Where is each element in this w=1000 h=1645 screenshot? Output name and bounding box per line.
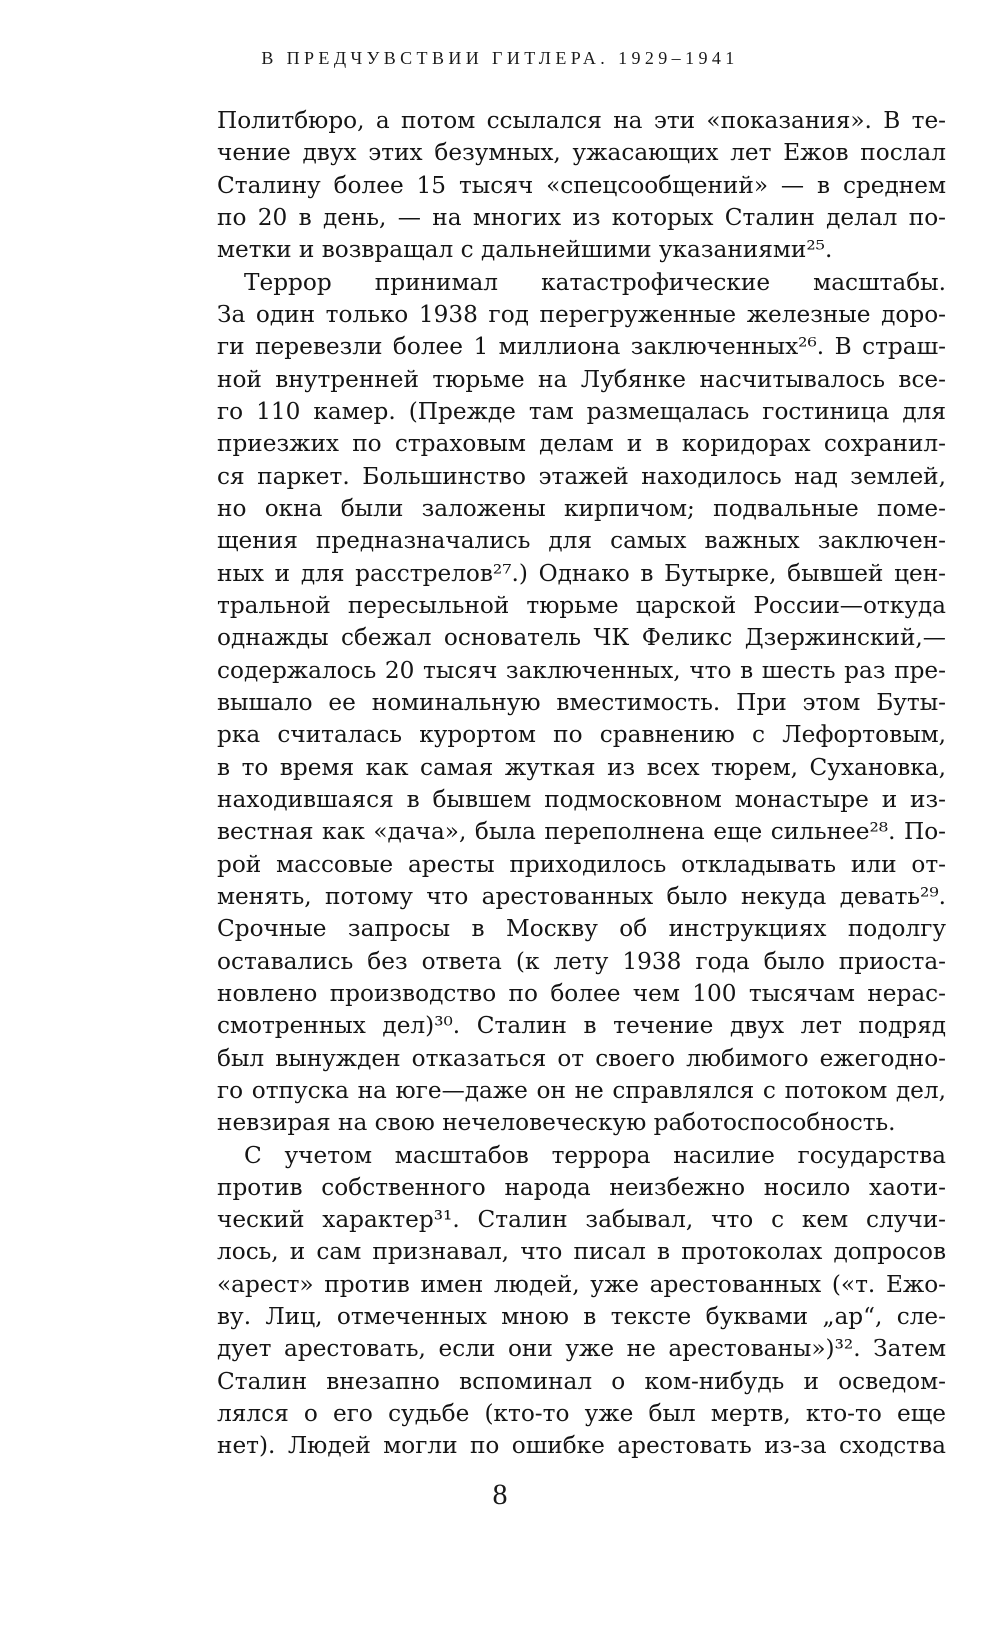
text-line: смотренных дел)³⁰. Сталин в течение двух лет подряд bbox=[217, 1012, 946, 1040]
text-line: рой массовые аресты приходилось откладывать или от- bbox=[217, 850, 946, 878]
text-line: «арест» против имен людей, уже арестованных («т. Ежо- bbox=[217, 1270, 946, 1298]
running-head: В ПРЕДЧУВСТВИИ ГИТЛЕРА. 1929–1941 bbox=[261, 48, 739, 68]
text-line: рка считалась курортом по сравнению с Лефортовым, bbox=[217, 721, 946, 749]
page-number: 8 bbox=[492, 1478, 508, 1511]
text-line: За один только 1938 год перегруженные железные доро- bbox=[217, 300, 946, 328]
text-line: дует арестовать, если они уже не арестованы»)³². Затем bbox=[217, 1335, 946, 1363]
text-line: но окна были заложены кирпичом; подвальные поме- bbox=[217, 494, 946, 522]
text-line: чение двух этих безумных, ужасающих лет Ежов послал bbox=[217, 139, 946, 167]
text-line: был вынужден отказаться от своего любимого ежегодно- bbox=[217, 1044, 946, 1072]
text-line: Сталин внезапно вспоминал о ком-нибудь и осведом- bbox=[217, 1367, 946, 1395]
text-line: лось, и сам признавал, что писал в протоколах допросов bbox=[217, 1238, 946, 1266]
text-line: находившаяся в бывшем подмосковном монастыре и из- bbox=[217, 785, 946, 813]
text-line: приезжих по страховым делам и в коридорах сохранил- bbox=[217, 430, 946, 458]
text-line: ных и для расстрелов²⁷.) Однако в Бутырке, бывшей цен- bbox=[217, 559, 946, 587]
text-line: нет). Людей могли по ошибке арестовать из-за сходства bbox=[217, 1432, 946, 1460]
text-line: ческий характер³¹. Сталин забывал, что с кем случи- bbox=[217, 1206, 946, 1234]
text-line: однажды сбежал основатель ЧК Феликс Дзержинский,— bbox=[217, 624, 946, 652]
text-line: ги перевезли более 1 миллиона заключенных²⁶. В страш- bbox=[217, 333, 946, 361]
text-line: тральной пересыльной тюрьме царской России—откуда bbox=[217, 591, 946, 619]
body-text bbox=[217, 105, 946, 1463]
paragraph-2 bbox=[217, 267, 946, 1140]
text-line: Террор принимал катастрофические масштабы. bbox=[244, 268, 946, 296]
text-line: в то время как самая жуткая из всех тюрем, Сухановка, bbox=[217, 753, 946, 781]
text-line: содержалось 20 тысяч заключенных, что в шесть раз пре- bbox=[217, 656, 946, 684]
paragraph-1 bbox=[217, 105, 946, 267]
text-line: ной внутренней тюрьме на Лубянке насчитывалось все- bbox=[217, 365, 946, 393]
text-line: невзирая на свою нечеловеческую работоспособность. bbox=[217, 1109, 896, 1137]
paragraph-3 bbox=[217, 1140, 946, 1463]
text-line: метки и возвращал с дальнейшими указаниями²⁵. bbox=[217, 236, 833, 264]
text-line: Сталину более 15 тысяч «спецсообщений» — в среднем bbox=[217, 171, 946, 199]
text-line: го отпуска на юге—даже он не справлялся с потоком дел, bbox=[217, 1076, 946, 1104]
text-line: С учетом масштабов террора насилие государства bbox=[244, 1141, 946, 1169]
text-line: новлено производство по более чем 100 тысячам нерас- bbox=[217, 979, 946, 1007]
text-line: по 20 в день, — на многих из которых Сталин делал по- bbox=[217, 203, 946, 231]
text-line: ся паркет. Большинство этажей находилось над землей, bbox=[217, 462, 946, 490]
text-line: менять, потому что арестованных было некуда девать²⁹. bbox=[217, 882, 946, 910]
text-line: оставались без ответа (к лету 1938 года было приоста- bbox=[217, 947, 946, 975]
text-line: щения предназначались для самых важных заключен- bbox=[217, 527, 946, 555]
text-line: против собственного народа неизбежно носило хаоти- bbox=[217, 1173, 946, 1201]
text-line: лялся о его судьбе (кто-то уже был мертв, кто-то еще bbox=[217, 1400, 946, 1428]
text-line: го 110 камер. (Прежде там размещалась гостиница для bbox=[217, 397, 946, 425]
text-line: вестная как «дача», была переполнена еще сильнее²⁸. По- bbox=[217, 818, 946, 846]
text-line: Срочные запросы в Москву об инструкциях подолгу bbox=[217, 915, 946, 943]
text-line: ву. Лиц, отмеченных мною в тексте буквами „ар“, сле- bbox=[217, 1303, 946, 1331]
text-line: Политбюро, а потом ссылался на эти «показания». В те- bbox=[217, 107, 946, 134]
text-line: вышало ее номинальную вместимость. При этом Буты- bbox=[217, 688, 946, 716]
